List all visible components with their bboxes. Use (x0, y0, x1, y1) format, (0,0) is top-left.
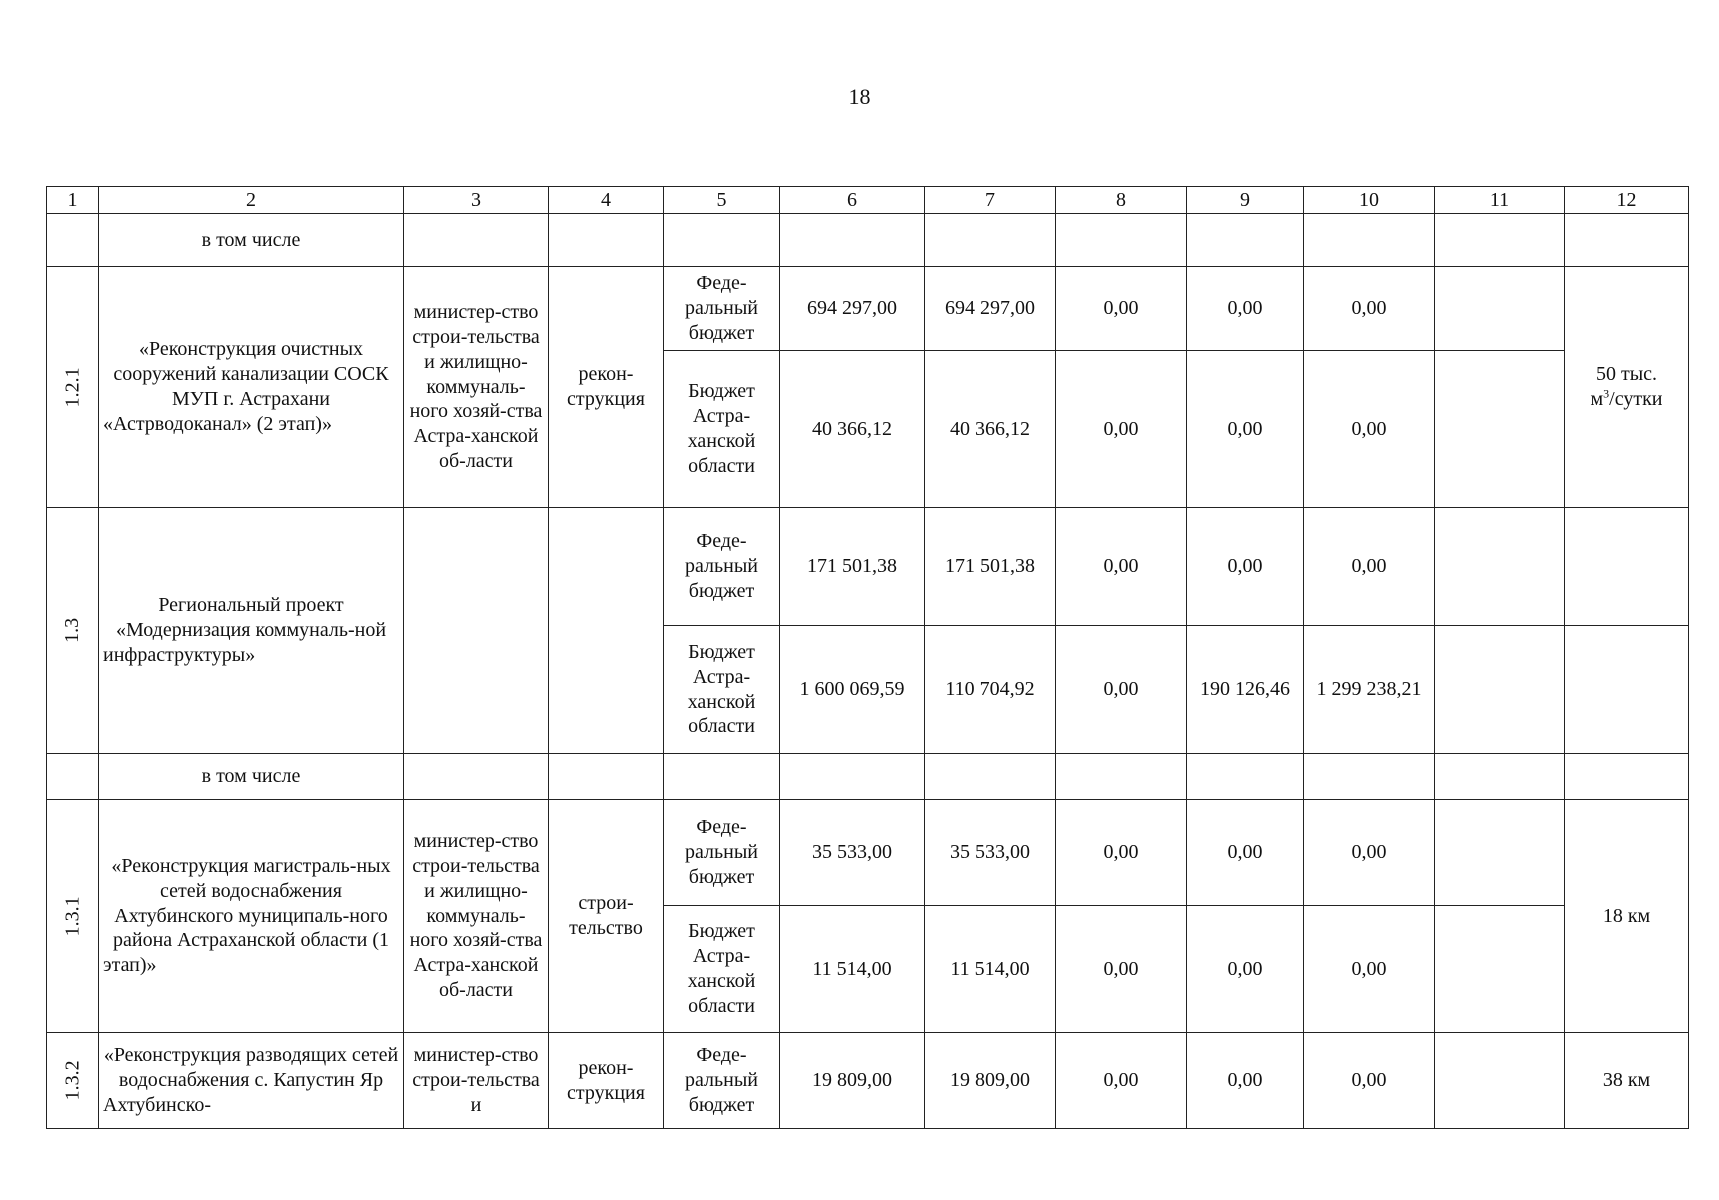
amount-cell: 0,00 (1304, 267, 1435, 351)
row-number: 1.3 (47, 508, 99, 754)
amount-cell (1435, 508, 1565, 626)
column-header: 1 (47, 187, 99, 214)
amount-cell: 19 809,00 (780, 1033, 925, 1129)
column-header: 5 (664, 187, 780, 214)
amount-cell: 11 514,00 (925, 906, 1056, 1033)
funding-source: Феде-ральный бюджет (664, 267, 780, 351)
column-header: 11 (1435, 187, 1565, 214)
amount-cell: 35 533,00 (925, 800, 1056, 906)
work-type: рекон-струкция (549, 1033, 664, 1129)
subheading-row (47, 214, 1689, 267)
amount-cell: 190 126,46 (1187, 626, 1304, 754)
amount-cell (1435, 800, 1565, 906)
amount-cell (1435, 626, 1565, 754)
work-type: строи-тельство (549, 800, 664, 1033)
column-header: 7 (925, 187, 1056, 214)
amount-cell (1435, 351, 1565, 508)
amount-cell: 694 297,00 (925, 267, 1056, 351)
executor (404, 508, 549, 754)
amount-cell: 0,00 (1056, 267, 1187, 351)
executor: министер-ство строи-тельства и (404, 1033, 549, 1129)
row-number: 1.3.1 (47, 800, 99, 1033)
amount-cell: 171 501,38 (925, 508, 1056, 626)
executor: министер-ство строи-тельства и жилищно-коммуналь-ного хозяй-ства Астра-ханской об-ласти (404, 800, 549, 1033)
amount-cell: 0,00 (1056, 1033, 1187, 1129)
amount-cell: 0,00 (1056, 626, 1187, 754)
activity-name: Региональный проект «Модернизация коммуналь-ной инфраструктуры» (99, 508, 404, 754)
amount-cell: 694 297,00 (780, 267, 925, 351)
amount-cell: 0,00 (1304, 508, 1435, 626)
amount-cell: 35 533,00 (780, 800, 925, 906)
subheading-label: в том числе (99, 754, 404, 800)
column-header: 3 (404, 187, 549, 214)
amount-cell (1435, 906, 1565, 1033)
column-header: 10 (1304, 187, 1435, 214)
result-indicator (1565, 508, 1689, 626)
program-table (46, 186, 1689, 1129)
column-header: 8 (1056, 187, 1187, 214)
funding-source: Бюджет Астра-ханской области (664, 906, 780, 1033)
amount-cell: 0,00 (1187, 800, 1304, 906)
amount-cell: 1 299 238,21 (1304, 626, 1435, 754)
activity-name: «Реконструкция разводящих сетей водоснабжения с. Капустин Яр Ахтубинско- (99, 1033, 404, 1129)
amount-cell: 19 809,00 (925, 1033, 1056, 1129)
activity-name: «Реконструкция магистраль-ных сетей водоснабжения Ахтубинского муниципаль-ного района Астраханской области (1 этап)» (99, 800, 404, 1033)
activity-name: «Реконструкция очистных сооружений канализации СОСК МУП г. Астрахани «Астрводоканал» (2 этап)» (99, 267, 404, 508)
amount-cell: 0,00 (1056, 906, 1187, 1033)
result-indicator (1565, 626, 1689, 754)
column-header: 12 (1565, 187, 1689, 214)
subheading-label: в том числе (99, 214, 404, 267)
page-number: 18 (848, 84, 871, 109)
amount-cell: 0,00 (1304, 800, 1435, 906)
amount-cell: 1 600 069,59 (780, 626, 925, 754)
column-header: 4 (549, 187, 664, 214)
row-number: 1.3.2 (47, 1033, 99, 1129)
amount-cell: 110 704,92 (925, 626, 1056, 754)
column-number-row (47, 187, 1689, 214)
table-row (47, 1033, 1689, 1129)
amount-cell: 40 366,12 (925, 351, 1056, 508)
amount-cell: 11 514,00 (780, 906, 925, 1033)
amount-cell: 0,00 (1056, 800, 1187, 906)
funding-source: Бюджет Астра-ханской области (664, 626, 780, 754)
work-type (549, 508, 664, 754)
amount-cell: 40 366,12 (780, 351, 925, 508)
amount-cell: 0,00 (1304, 906, 1435, 1033)
result-indicator: 18 км (1565, 800, 1689, 1033)
row-number: 1.2.1 (47, 267, 99, 508)
funding-source: Феде-ральный бюджет (664, 800, 780, 906)
column-header: 2 (99, 187, 404, 214)
result-indicator: 50 тыс. $м^3$/сутки (1565, 267, 1689, 508)
funding-source: Бюджет Астра-ханской области (664, 351, 780, 508)
result-indicator: 38 км (1565, 1033, 1689, 1129)
amount-cell: 0,00 (1187, 1033, 1304, 1129)
funding-source: Феде-ральный бюджет (664, 1033, 780, 1129)
amount-cell: 171 501,38 (780, 508, 925, 626)
amount-cell: 0,00 (1187, 508, 1304, 626)
amount-cell (1435, 1033, 1565, 1129)
executor: министер-ство строи-тельства и жилищно-коммуналь-ного хозяй-ства Астра-ханской об-ласти (404, 267, 549, 508)
table-row (47, 800, 1689, 906)
amount-cell (1435, 267, 1565, 351)
column-header: 6 (780, 187, 925, 214)
amount-cell: 0,00 (1187, 351, 1304, 508)
table-row (47, 508, 1689, 626)
amount-cell: 0,00 (1187, 267, 1304, 351)
amount-cell: 0,00 (1304, 1033, 1435, 1129)
table-row (47, 267, 1689, 351)
amount-cell: 0,00 (1187, 906, 1304, 1033)
funding-source: Феде-ральный бюджет (664, 508, 780, 626)
amount-cell: 0,00 (1304, 351, 1435, 508)
subheading-row (47, 754, 1689, 800)
amount-cell: 0,00 (1056, 351, 1187, 508)
amount-cell: 0,00 (1056, 508, 1187, 626)
column-header: 9 (1187, 187, 1304, 214)
work-type: рекон-струкция (549, 267, 664, 508)
